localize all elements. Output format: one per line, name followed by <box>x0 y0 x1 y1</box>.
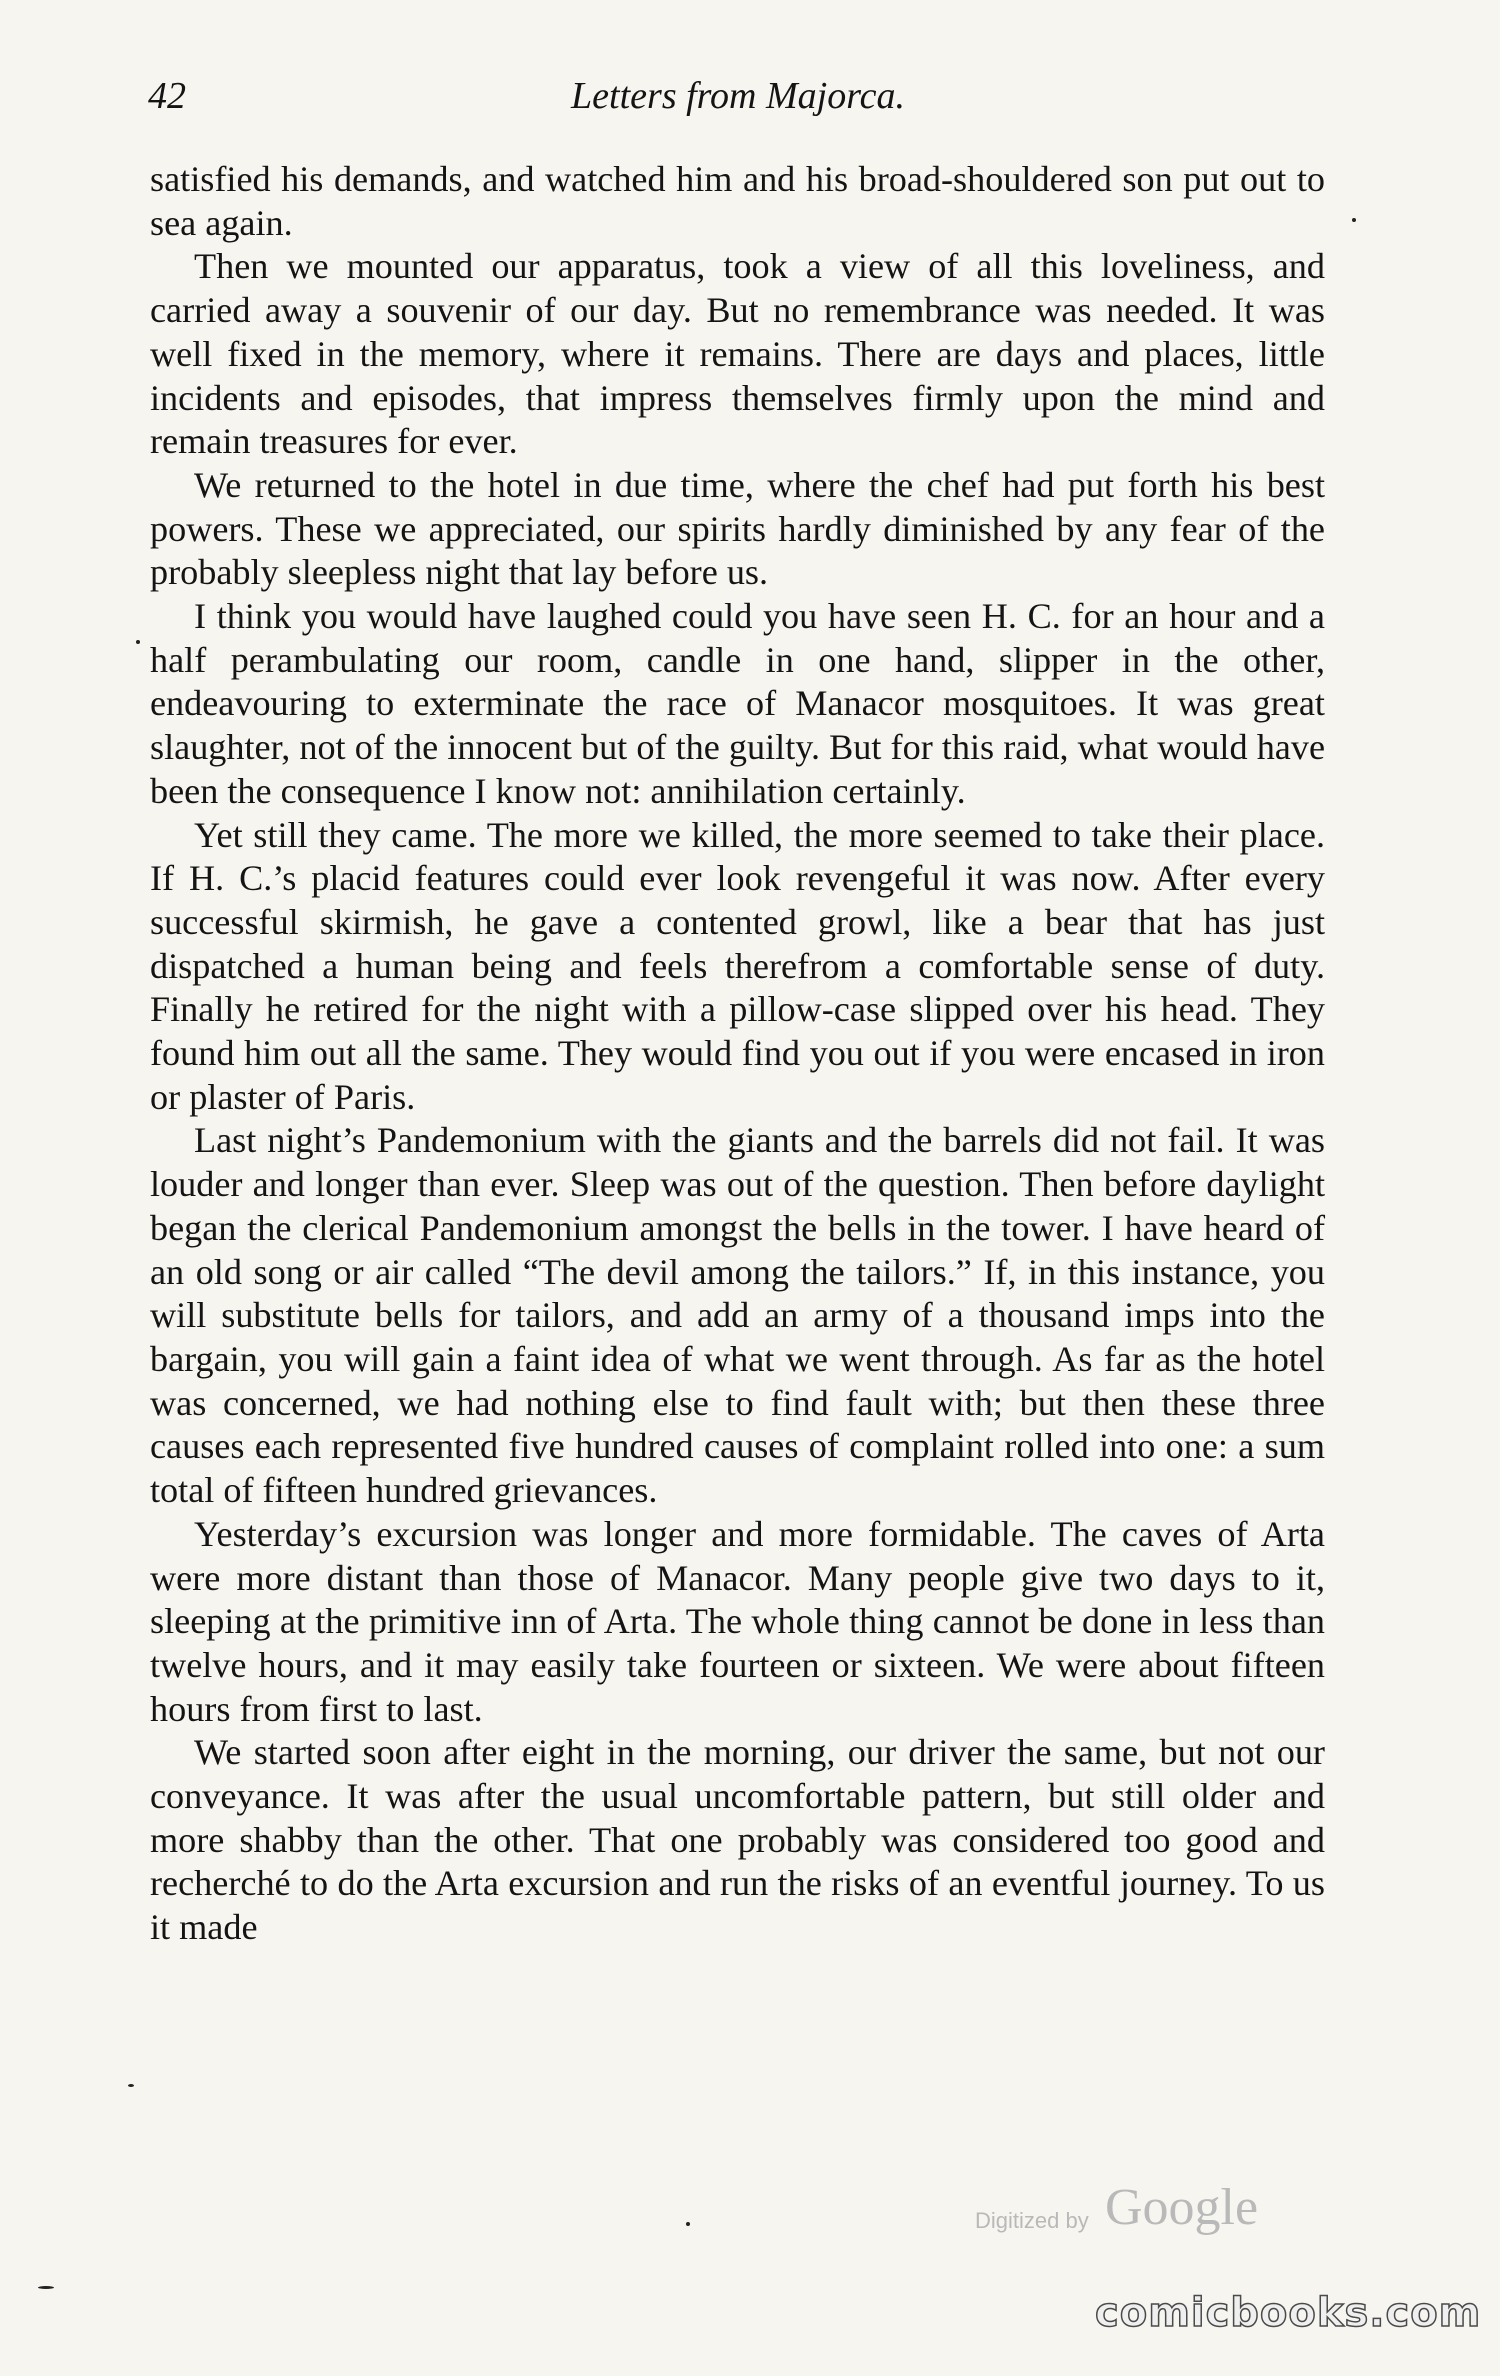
body-text <box>150 158 1325 1950</box>
running-title: Letters from Majorca. <box>571 75 905 117</box>
site-watermark: comicbooks.com <box>1095 2290 1482 2336</box>
ink-speck <box>136 640 140 644</box>
paragraph: Yesterday’s excursion was longer and more formidable. The caves of Arta were more distant than those of Manacor. Many people give two days to it, sleeping at the primitive inn of Arta. The whole thing cannot be done in less than twelve hours, and it may easily take fourteen or sixteen. We were about fifteen hours from first to last. <box>150 1513 1325 1729</box>
ink-speck <box>686 2222 690 2226</box>
paragraph: Yet still they came. The more we killed, the more seemed to take their place. If H. C.’s placid features could ever look revengeful it was now. After every successful skirmish, he gave a contented growl, like a bear that has just dispatched a human being and feels therefrom a comfortable sense of duty. Finally he retired for the night with a pillow-case slipped over his head. They found him out all the same. They would find you out if you were encased in iron or plaster of Paris. <box>150 814 1325 1117</box>
google-watermark <box>975 2178 1305 2238</box>
ink-speck <box>128 2084 134 2087</box>
paragraph: We started soon after eight in the morning, our driver the same, but not our conveyance. It was after the usual uncomfortable pattern, but still older and more shabby than the other. That one probably was considered too good and recherché to do the Arta excursion and run the risks of an eventful journey. To us it made <box>150 1732 1325 1948</box>
ink-speck <box>1352 218 1356 222</box>
paragraph: satisfied his demands, and watched him and his broad-shouldered son put out to sea again. <box>150 159 1325 243</box>
paragraph: Last night’s Pandemonium with the giants and the barrels did not fail. It was louder and longer than ever. Sleep was out of the question. Then before daylight began the clerical Pandemonium amongst the bells in the tower. I have heard of an old song or air called “The devil among the tailors.” If, in this instance, you will substitute bells for tailors, and add an army of a thousand imps into the bargain, you will gain a faint idea of what we went through. As far as the hotel was concerned, we had nothing else to find fault with; but then these three causes each represented five hundred causes of complaint rolled into one: a sum total of fifteen hundred grievances. <box>150 1120 1325 1511</box>
digitized-by-text: Digitized by <box>975 2208 1089 2233</box>
paragraph: We returned to the hotel in due time, where the chef had put forth his best powers. These we appreciated, our spirits hardly diminished by any fear of the probably sleepless night that lay before us. <box>150 464 1325 593</box>
ink-speck <box>38 2286 54 2289</box>
google-logo: Google <box>1105 2179 1259 2236</box>
page-header <box>148 74 1328 134</box>
page-number: 42 <box>148 75 186 117</box>
paragraph: Then we mounted our apparatus, took a view of all this loveliness, and carried away a souvenir of our day. But no remembrance was needed. It was well fixed in the memory, where it remains. There are days and places, little incidents and episodes, that impress themselves firmly upon the mind and remain treasures for ever. <box>150 246 1325 462</box>
paragraph: I think you would have laughed could you have seen H. C. for an hour and a half perambulating our room, candle in one hand, slipper in the other, endeavouring to exterminate the race of Manacor mosquitoes. It was great slaughter, not of the innocent but of the guilty. But for this raid, what would have been the consequence I know not: annihilation certainly. <box>150 596 1325 811</box>
